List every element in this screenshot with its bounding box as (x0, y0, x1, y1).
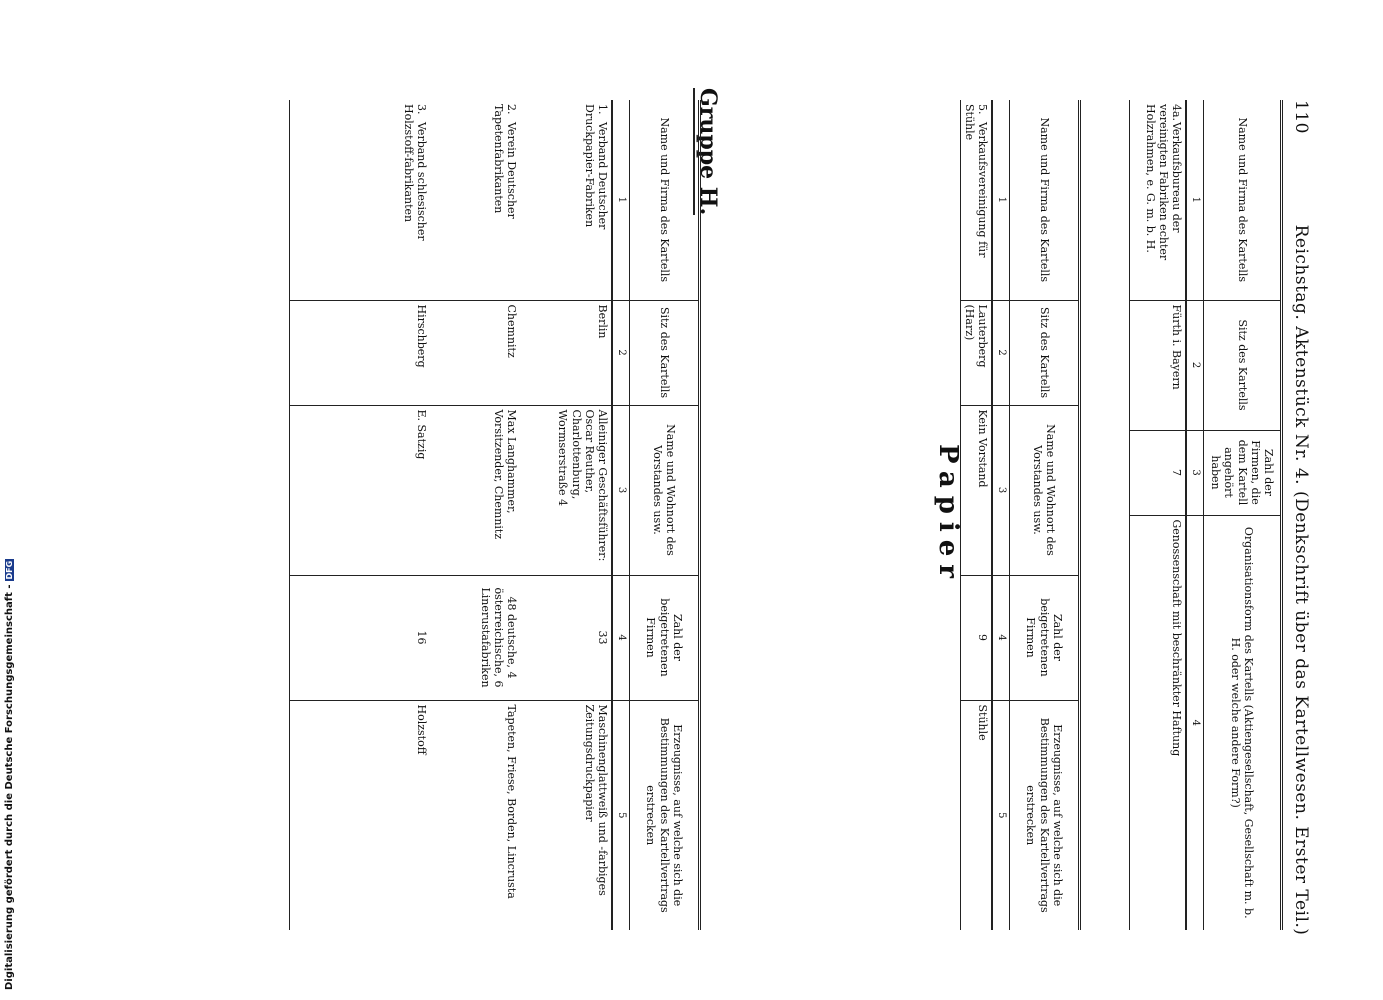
col-header-seat: Sitz des Kartells (1010, 300, 1080, 405)
cartel-count: 33 (520, 575, 612, 700)
table-cartels-b (960, 100, 1081, 930)
cartel-count: 16 (290, 575, 430, 700)
col-number: 1 (992, 100, 1010, 300)
cartel-name: Verkaufsvereinigung für Stühle (962, 104, 989, 258)
row-number: 3. (415, 104, 428, 115)
col-number: 2 (1186, 300, 1204, 430)
cartel-products: Stühle (960, 700, 992, 930)
col-number: 5 (612, 700, 630, 930)
cartel-seat: Berlin (520, 300, 612, 405)
col-number: 5 (992, 700, 1010, 930)
col-number: 4 (1186, 515, 1204, 930)
col-number: 3 (612, 405, 630, 575)
cartel-name: Verband Deutscher Druckpapier-Fabriken (582, 104, 609, 230)
col-header-form: Organisationsform des Kartells (Aktiengesellschaft, Gesellschaft m. b. H. oder welche andere Form?) (1204, 515, 1282, 930)
col-number: 1 (1186, 100, 1204, 300)
cartel-form: Genossenschaft mit beschränkter Haftung (1130, 515, 1186, 930)
col-number: 4 (612, 575, 630, 700)
cartel-board: Max Langhammer, Vorsitzender, Chemnitz (430, 405, 520, 575)
group-heading: Gruppe H. (695, 88, 721, 216)
digitization-credit (4, 0, 18, 1000)
cartel-board: Kein Vorstand (960, 405, 992, 575)
cartel-count: 9 (960, 575, 992, 700)
cartel-count: 48 deutsche, 4 österreichische, 6 Linerustafabriken (430, 575, 520, 700)
table-cartels-c (290, 100, 702, 930)
row-number: 2. (505, 104, 518, 115)
cartel-seat: Chemnitz (430, 300, 520, 405)
col-header-board: Name und Wohnort des Vorstandes usw. (630, 405, 700, 575)
row-number: 5. (976, 104, 989, 115)
col-number: 1 (612, 100, 630, 300)
col-number: 2 (612, 300, 630, 405)
col-header-name: Name und Firma des Kartells (1010, 100, 1080, 300)
table-row (960, 100, 992, 930)
cartel-name: Verein Deutscher Tapetenfabrikanten (491, 104, 518, 219)
table-row (520, 100, 612, 930)
col-number: 4 (992, 575, 1010, 700)
dfg-logo: DFG (5, 560, 14, 580)
cartel-board: Alleiniger Geschäftsführer: Oscar Reuther, Charlottenburg, Wormserstraße 4 (520, 405, 612, 575)
col-header-count: Zahl der Firmen, die dem Kartell angehört haben (1204, 430, 1282, 515)
col-header-products: Erzeugnisse, auf welche sich die Bestimmungen des Kartellvertrags erstrecken (630, 700, 700, 930)
col-header-products: Erzeugnisse, auf welche sich die Bestimmungen des Kartellvertrags erstrecken (1010, 700, 1080, 930)
col-header-seat: Sitz des Kartells (1204, 300, 1282, 430)
table-row (290, 100, 430, 930)
row-number: 1. (596, 104, 609, 115)
col-header-count: Zahl der beigetretenen Firmen (1010, 575, 1080, 700)
cartel-name: Verkaufsbureau der vereinigten Fabriken echter Holzrahmen, e. G. m. b. H. (1143, 104, 1183, 261)
col-number: 3 (992, 405, 1010, 575)
col-number: 3 (1186, 430, 1204, 515)
table-row (430, 100, 520, 930)
col-header-name: Name und Firma des Kartells (1204, 100, 1282, 300)
cartel-board: E. Satzig (290, 405, 430, 575)
cartel-seat: Hirschberg (290, 300, 430, 405)
row-number: 4a. (1170, 104, 1183, 122)
col-header-board: Name und Wohnort des Vorstandes usw. (1010, 405, 1080, 575)
cartel-name: Verband schlesischer Holzstoff-fabrikanten (401, 104, 428, 241)
credit-text: Digitalisierung gefördert durch die Deutsche Forschungsgemeinschaft - (4, 584, 15, 990)
cartel-seat: Fürth i. Bayern (1130, 300, 1186, 430)
table-cartels-a (1130, 100, 1284, 930)
cartel-products: Maschinenglattweiß und -farbiges Zeitungsdruckpapier (520, 700, 612, 930)
table-row (1130, 100, 1186, 930)
col-header-name: Name und Firma des Kartells (630, 100, 700, 300)
cartel-count: 7 (1130, 430, 1186, 515)
section-heading-papier: Papier (933, 444, 963, 586)
cartel-products: Holzstoff (290, 700, 430, 930)
cartel-products: Tapeten, Friese, Borden, Lincrusta (430, 700, 520, 930)
running-title: Reichstag. Aktenstück Nr. 4. (Denkschrift über das Kartellwesen. Erster Teil.) (1291, 224, 1311, 936)
cartel-seat: Lauterberg (Harz) (960, 300, 992, 405)
page-number: 110 (1291, 100, 1311, 134)
col-number: 2 (992, 300, 1010, 405)
col-header-seat: Sitz des Kartells (630, 300, 700, 405)
col-header-count: Zahl der beigetretenen Firmen (630, 575, 700, 700)
